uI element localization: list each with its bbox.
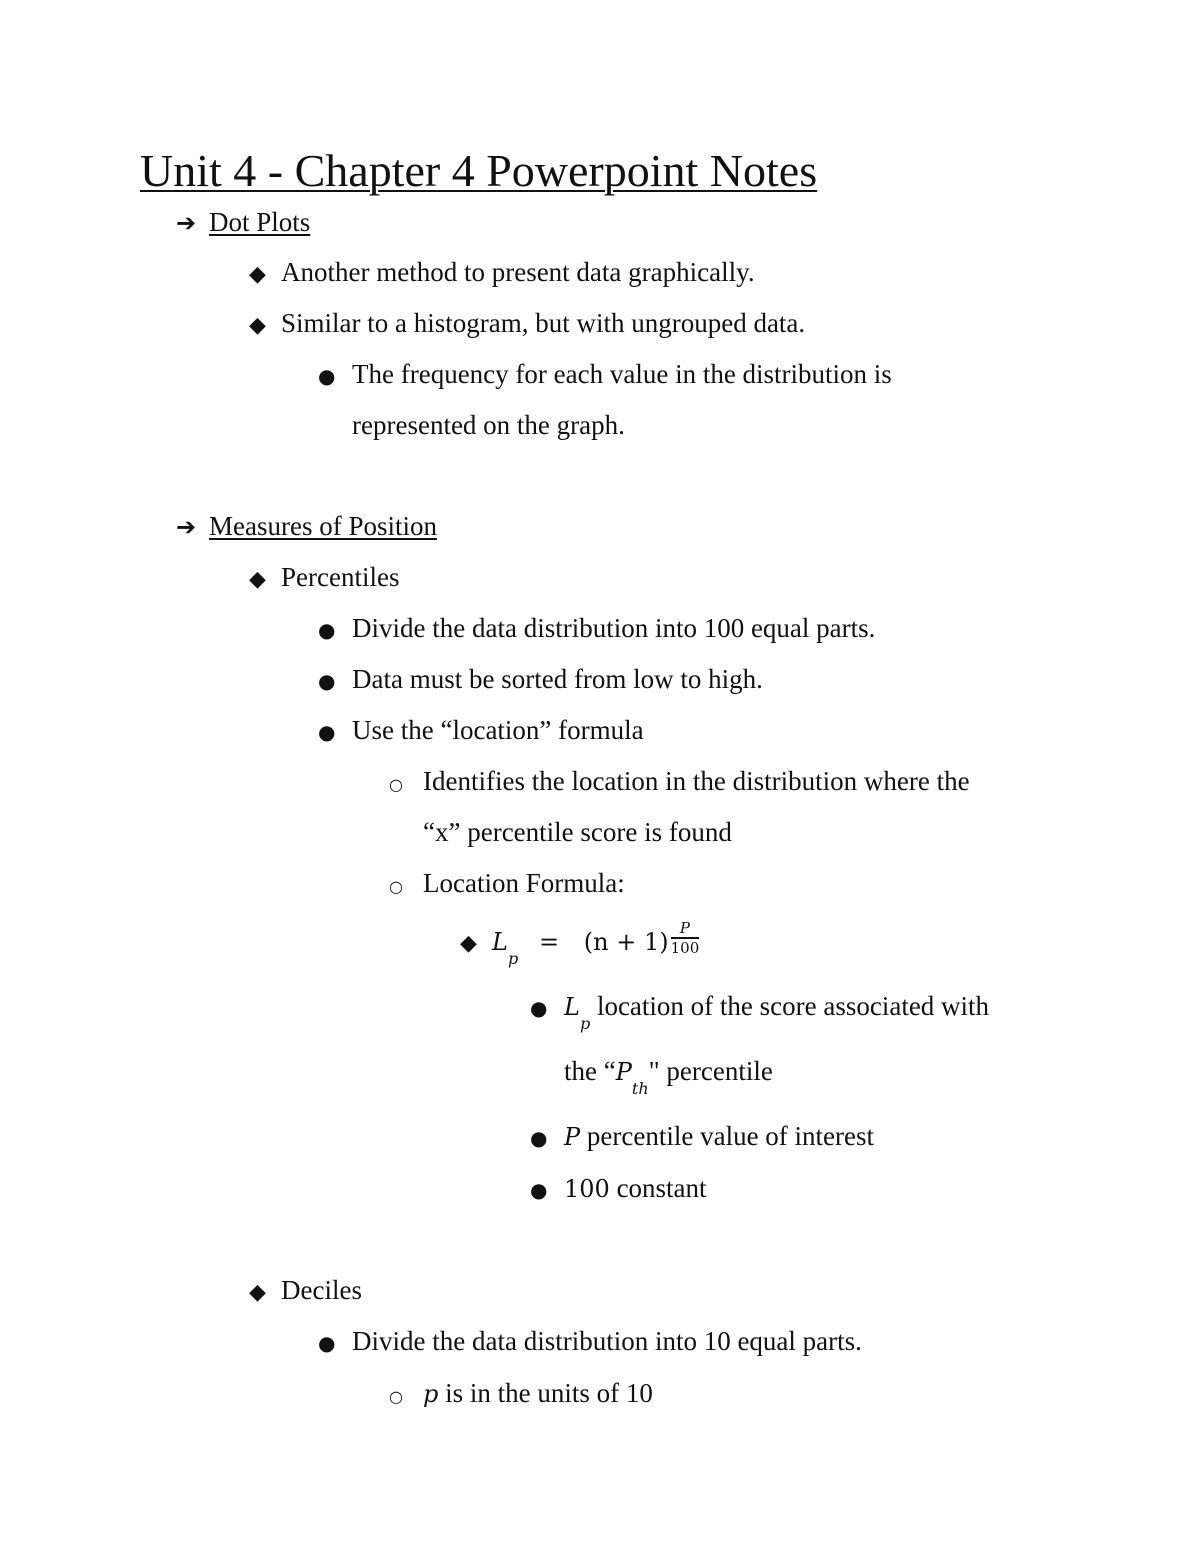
list-item-text: location of the score associated with — [596, 991, 990, 1021]
list-item — [530, 1171, 707, 1207]
list-item-text: is in the units of 10 — [445, 1378, 653, 1408]
diamond-bullet-icon: ◆ — [249, 1280, 266, 1305]
symbol-sub-th: th — [631, 1079, 649, 1098]
diamond-bullet-icon: ◆ — [249, 567, 266, 592]
arrow-bullet-icon: ➔ — [176, 513, 197, 541]
dot-bullet-icon: ● — [530, 1178, 548, 1202]
list-item-text: Data must be sorted from low to high. — [352, 664, 763, 694]
formula-fraction — [671, 919, 700, 957]
text-fragment: " percentile — [648, 1056, 773, 1086]
symbol-P: P — [615, 1058, 632, 1086]
list-item — [389, 866, 625, 904]
list-item — [318, 611, 875, 647]
symbol-P: P — [564, 1123, 581, 1151]
location-formula — [460, 918, 700, 968]
dot-bullet-icon: ● — [318, 618, 336, 642]
symbol-sub-p: p — [579, 1014, 591, 1033]
dot-bullet-icon: ● — [318, 364, 336, 388]
dot-bullet-icon: ● — [530, 1126, 548, 1150]
list-item-text: Use the “location” formula — [352, 715, 644, 745]
circle-bullet-icon: ○ — [389, 877, 403, 896]
diamond-bullet-icon: ◆ — [460, 931, 477, 956]
list-item — [318, 662, 763, 698]
list-item-continuation: “x” percentile score is found — [423, 817, 732, 847]
symbol-p: p — [423, 1380, 439, 1408]
list-item — [249, 560, 399, 597]
formula-paren: (n + 1) — [583, 928, 669, 956]
list-item-text: Divide the data distribution into 100 equal parts. — [352, 613, 876, 643]
list-item — [249, 255, 755, 292]
list-item-continuation: represented on the graph. — [352, 410, 625, 440]
text-fragment: the “ — [564, 1056, 616, 1086]
dot-bullet-icon: ● — [318, 669, 336, 693]
list-item-text: Another method to present data graphically. — [281, 257, 755, 287]
list-item-text: The frequency for each value in the distribution is — [352, 359, 892, 389]
section-measures-of-position — [176, 509, 437, 544]
section-heading: Measures of Position — [209, 511, 437, 541]
list-item — [389, 1376, 653, 1414]
symbol-L: L — [564, 993, 580, 1021]
list-item-text: percentile value of interest — [586, 1121, 875, 1151]
list-item-text: Divide the data distribution into 10 equal parts. — [352, 1326, 862, 1356]
list-item-text: constant — [616, 1173, 707, 1203]
list-item-text: Percentiles — [281, 562, 400, 592]
list-item-text: Deciles — [281, 1275, 362, 1305]
page-title: Unit 4 - Chapter 4 Powerpoint Notes — [140, 145, 818, 196]
dot-bullet-icon: ● — [318, 1331, 336, 1355]
list-item — [389, 764, 970, 802]
list-item — [530, 989, 990, 1033]
diamond-bullet-icon: ◆ — [249, 313, 266, 338]
list-item-text: Identifies the location in the distribution where the — [423, 766, 970, 796]
list-item — [249, 1273, 362, 1310]
list-item-continuation — [564, 1054, 773, 1098]
formula-L: L — [492, 928, 508, 956]
dot-bullet-icon: ● — [530, 996, 548, 1020]
dot-bullet-icon: ● — [318, 720, 336, 744]
arrow-bullet-icon: ➔ — [176, 209, 197, 237]
fraction-denominator: 100 — [670, 938, 700, 957]
circle-bullet-icon: ○ — [389, 1387, 403, 1406]
circle-bullet-icon: ○ — [389, 775, 403, 794]
list-item — [530, 1119, 874, 1155]
section-dot-plots — [176, 205, 310, 240]
formula-equals: = — [538, 928, 560, 956]
diamond-bullet-icon: ◆ — [249, 262, 266, 287]
section-heading: Dot Plots — [209, 207, 311, 237]
list-item — [318, 1324, 862, 1360]
list-item-text: Similar to a histogram, but with ungrouped data. — [281, 308, 806, 338]
list-item — [318, 357, 892, 393]
symbol-100: 100 — [564, 1175, 610, 1203]
list-item-text: Location Formula: — [423, 868, 625, 898]
formula-sub-p: p — [507, 949, 519, 968]
list-item — [318, 713, 644, 749]
fraction-numerator: P — [671, 919, 700, 939]
list-item — [249, 306, 805, 343]
